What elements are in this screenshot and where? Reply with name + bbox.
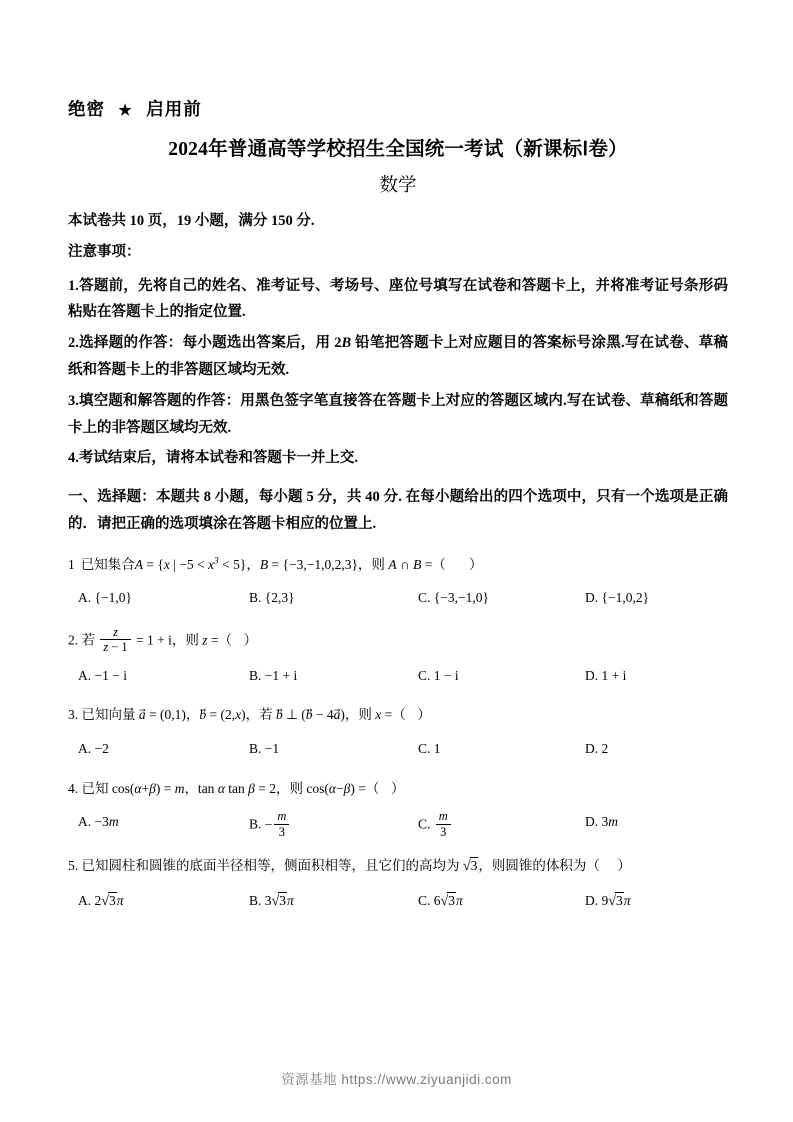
secret-line	[68, 96, 728, 121]
option-b-label: B.	[249, 740, 262, 756]
option-d-text: {−1,0,2}	[601, 590, 650, 606]
question-5-stem: 5. 已知圆柱和圆锥的底面半径相等，侧面积相等，且它们的高均为 √3，则圆锥的体积为（ ）	[68, 857, 631, 874]
option-a[interactable]	[68, 809, 233, 839]
option-c-label: C.	[418, 816, 431, 832]
option-d[interactable]	[563, 888, 728, 915]
question-5	[68, 853, 728, 915]
option-c-label: C.	[418, 667, 431, 683]
option-b-label: B.	[249, 892, 262, 908]
secret-label: 绝密	[68, 99, 105, 119]
option-d-text: 1 + i	[601, 667, 627, 683]
notice-item-1: 1.答题前，先将自己的姓名、准考证号、考场号、座位号填写在试卷和答题卡上，并将准考证号条形码粘贴在答题卡上的指定位置.	[68, 277, 728, 321]
option-b-text: − $\frac{m}{3}$	[265, 817, 292, 832]
option-b[interactable]	[233, 888, 398, 915]
question-3-options	[68, 736, 728, 762]
question-3	[68, 702, 728, 761]
option-c-label: C.	[418, 740, 431, 756]
option-a-label: A.	[78, 814, 92, 830]
option-a-text: 2√3π	[94, 892, 124, 909]
question-4-stem: 4. 已知 cos(α+β) = m，tan α tan β = 2，则 cos(α−β) =（ ）	[68, 780, 405, 796]
option-b-label: B.	[249, 816, 262, 832]
question-5-options	[68, 888, 728, 915]
option-d-label: D.	[585, 740, 599, 756]
star-icon: ★	[118, 103, 133, 119]
option-a-text: −1 − i	[94, 667, 127, 683]
option-c-label: C.	[418, 892, 431, 908]
paper-info: 本试卷共 10 页，19 小题，满分 150 分.	[68, 213, 315, 229]
option-b[interactable]	[233, 736, 398, 762]
option-c[interactable]	[398, 585, 563, 611]
option-b-text: −1 + i	[264, 667, 298, 683]
option-c[interactable]	[398, 888, 563, 915]
option-a-text: −3m	[94, 814, 119, 830]
option-b-text: 3√3π	[264, 892, 294, 909]
option-d-text: 9√3π	[601, 892, 631, 909]
notice-item-3: 3.填空题和解答题的作答：用黑色签字笔直接答在答题卡上对应的答题区域内.写在试卷、草稿纸和答题卡上的非答题区域均无效.	[68, 392, 728, 436]
option-b[interactable]	[233, 663, 398, 689]
question-4	[68, 776, 728, 839]
option-d-label: D.	[585, 892, 599, 908]
option-b[interactable]	[233, 809, 398, 839]
option-b[interactable]	[233, 585, 398, 611]
question-1-options	[68, 585, 728, 611]
option-d[interactable]	[563, 809, 728, 839]
option-c[interactable]	[398, 736, 563, 762]
option-c[interactable]	[398, 663, 563, 689]
option-a-label: A.	[78, 590, 92, 606]
page-title: 2024年普通高等学校招生全国统一考试（新课标Ⅰ卷）	[168, 139, 628, 160]
option-a-text: {−1,0}	[94, 590, 132, 606]
option-a[interactable]	[68, 585, 233, 611]
question-2-options	[68, 663, 728, 689]
option-b-text: {2,3}	[264, 590, 295, 606]
option-d[interactable]	[563, 585, 728, 611]
option-c-label: C.	[418, 590, 431, 606]
option-a-label: A.	[78, 892, 92, 908]
document-content	[68, 96, 728, 917]
notice-item-4: 4.考试结束后，请将本试卷和答题卡一并上交.	[68, 450, 358, 467]
option-c-text: {−3,−1,0}	[433, 590, 489, 606]
option-c-text: 1	[433, 740, 441, 756]
option-a[interactable]	[68, 663, 233, 689]
option-a-label: A.	[78, 667, 92, 683]
option-c-text: 1 − i	[433, 667, 459, 683]
option-a-text: −2	[94, 740, 109, 756]
option-d[interactable]	[563, 663, 728, 689]
option-b-label: B.	[249, 590, 262, 606]
section-heading-one: 一、选择题：本题共 8 小题，每小题 5 分，共 40 分. 在每小题给出的四个选项中，只有一个选项是正确的．请把正确的选项填涂在答题卡相应的位置上.	[68, 489, 728, 532]
option-d-label: D.	[585, 590, 599, 606]
option-d-label: D.	[585, 814, 599, 830]
question-1-stem: 1 已知集合A = {x | $-5 < x^3 < 5$}，B = {−3,−1,0,2,3}，则 A ∩ B =（ ）	[68, 556, 483, 572]
option-a[interactable]	[68, 736, 233, 762]
option-b-label: B.	[249, 667, 262, 683]
footer-watermark: 资源基地 https://www.ziyuanjidi.com	[281, 1072, 512, 1087]
option-d[interactable]	[563, 736, 728, 762]
question-4-options	[68, 809, 728, 839]
option-c-text: $\frac{m}{3}$	[434, 817, 453, 832]
question-3-stem: 3. 已知向量 a⃗ = (0,1)，b⃗ = (2,x)，若 b⃗ ⊥ (b⃗ − 4a⃗)，则 x =（ ）	[68, 707, 431, 723]
option-d-text: 2	[601, 740, 609, 756]
notice-heading: 注意事项：	[68, 243, 141, 260]
subject-title: 数学	[379, 176, 417, 196]
option-c-text: 6√3π	[433, 892, 463, 909]
secret-suffix: 启用前	[146, 99, 202, 119]
option-d-label: D.	[585, 667, 599, 683]
question-2-stem: 2. 若 $\frac{z}{z - 1}$ = 1 + i，则 z =（ ）	[68, 625, 258, 655]
notice-item-2: 2.选择题的作答：每小题选出答案后，用 2B 铅笔把答题卡上对应题目的答案标号涂黑.写在试卷、草稿纸和答题卡上的非答题区域均无效.	[68, 335, 729, 378]
option-d-text: 3m	[601, 814, 618, 830]
option-b-text: −1	[264, 740, 280, 756]
question-1	[68, 552, 728, 611]
option-a[interactable]	[68, 888, 233, 915]
option-c[interactable]	[398, 809, 563, 839]
question-2	[68, 625, 728, 688]
option-a-label: A.	[78, 740, 92, 756]
